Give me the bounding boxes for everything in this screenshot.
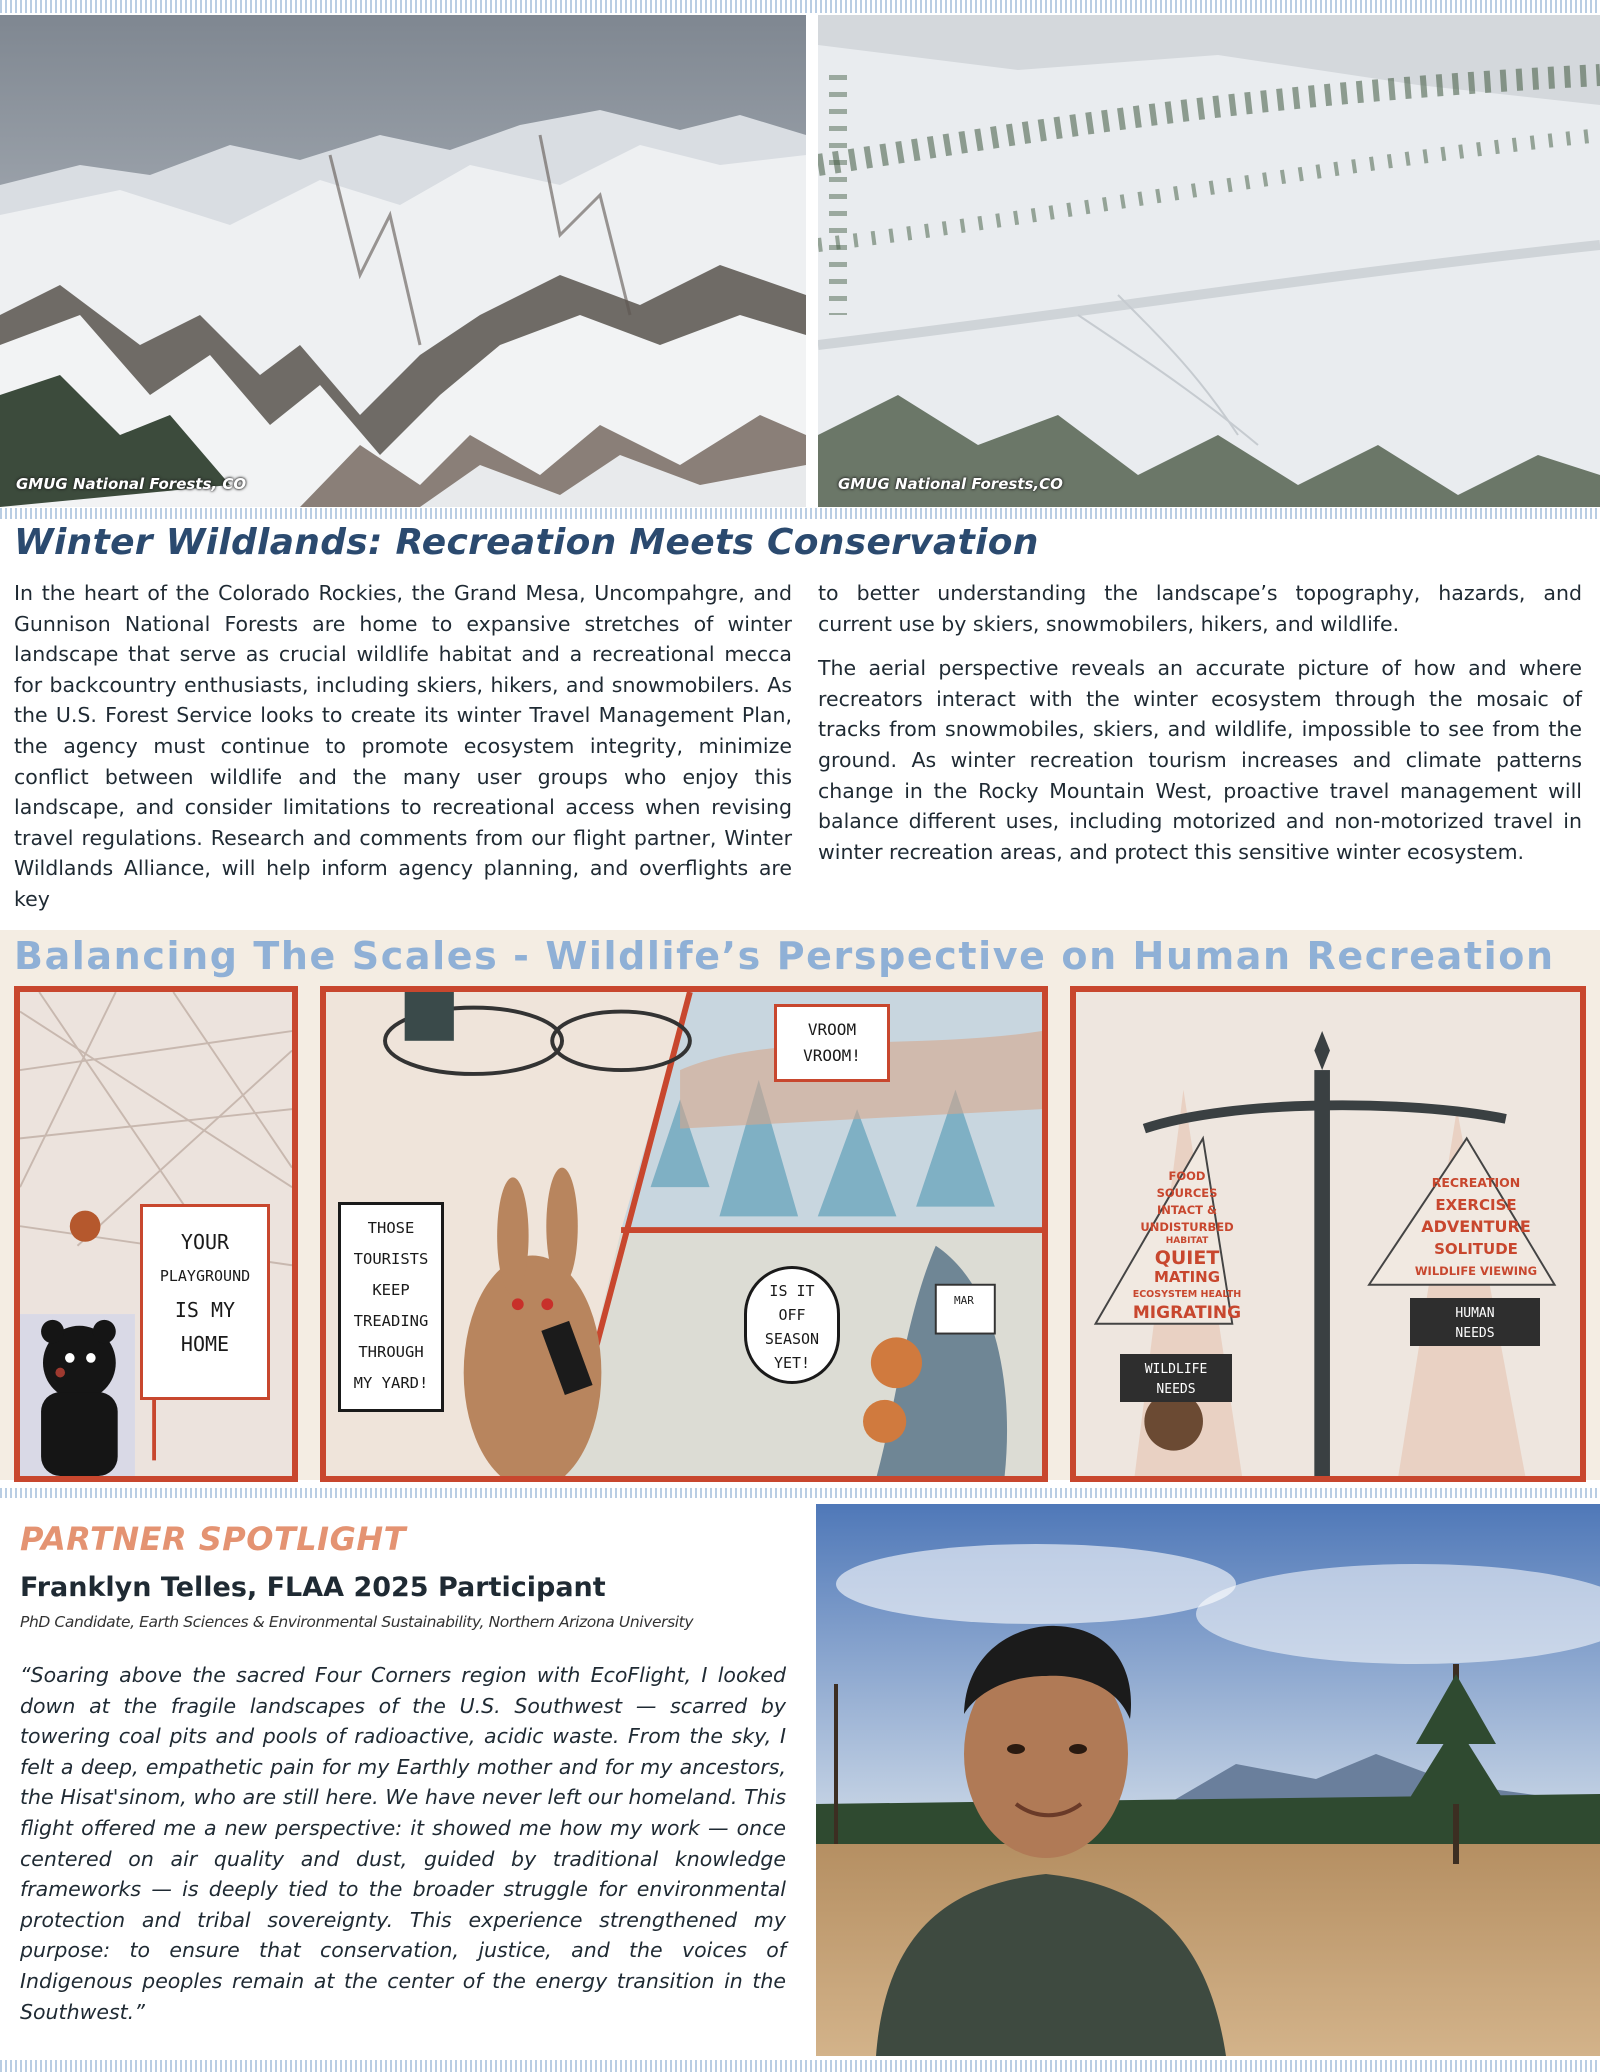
scale-word: MIGRATING <box>1132 1303 1242 1323</box>
partner-role: PhD Candidate, Earth Sciences & Environmental Sustainability, Northern Arizona University <box>20 1613 694 1631</box>
scale-word: ECOSYSTEM HEALTH <box>1132 1289 1242 1300</box>
calendar-label: MAR <box>954 1294 974 1307</box>
scale-word: INTACT & <box>1156 1203 1218 1217</box>
scale-right-words <box>1396 1172 1556 1282</box>
comic-panel-bear <box>14 986 298 1482</box>
scale-word: SOURCES <box>1156 1186 1218 1200</box>
bubble-line: VROOM! <box>803 1046 861 1065</box>
article-paragraph: In the heart of the Colorado Rockies, the Grand Mesa, Uncompahgre, and Gunnison National Forests are home to expansive stretches of winter landscape that serve as crucial wildlife habitat and a recreational mecca for backcountry enthusiasts, including skiers, hikers, and snowmobilers. As the U.S. Forest Service looks to create its winter Travel Management Plan, the agency must continue to promote ecosystem integrity, minimize conflict between wildlife and the many user groups who enjoy this landscape, and consider limitations to recreational access when revising travel regulations. Research and comments from our flight partner, Winter Wildlands Alliance, will help inform agency planning, and overflights are key <box>14 581 792 911</box>
comic-panel-rabbit <box>320 986 1048 1482</box>
comic-bubble-off-season <box>744 1266 840 1384</box>
label-line: HUMAN <box>1455 1306 1495 1321</box>
label-line: NEEDS <box>1455 1326 1495 1341</box>
bubble-line: YET! <box>773 1354 811 1372</box>
scale-word: EXERCISE <box>1435 1196 1517 1214</box>
sign-line: TREADING <box>353 1312 429 1330</box>
scale-word: MATING <box>1153 1268 1221 1286</box>
sign-line: IS MY <box>174 1298 236 1322</box>
partner-portrait-photo <box>816 1504 1600 2056</box>
scale-word: QUIET <box>1154 1247 1220 1269</box>
scale-word: ADVENTURE <box>1421 1217 1531 1236</box>
bubble-line: VROOM <box>807 1020 857 1039</box>
divider-stripe-1 <box>0 508 1600 519</box>
comic-panel-scales <box>1070 986 1586 1482</box>
photo-caption-left: GMUG National Forests, CO <box>16 475 247 493</box>
scale-word: UNDISTURBED <box>1140 1220 1234 1234</box>
article-title: Winter Wildlands: Recreation Meets Conservation <box>14 522 1039 563</box>
bubble-line: SEASON <box>764 1330 820 1348</box>
portrait-illustration <box>816 1504 1600 2056</box>
human-needs-label <box>1410 1298 1540 1346</box>
bubble-line: OFF <box>778 1306 806 1324</box>
sign-line: HOME <box>180 1332 230 1356</box>
comic-sign-playground <box>140 1204 270 1400</box>
sign-line: KEEP <box>372 1281 410 1299</box>
partner-spotlight-label: PARTNER SPOTLIGHT <box>20 1520 406 1558</box>
bottom-stripe <box>0 2060 1600 2072</box>
wildlife-needs-label <box>1120 1354 1232 1402</box>
mountain-illustration-left <box>0 15 806 507</box>
mountain-photo-left <box>0 15 806 507</box>
photo-caption-right: GMUG National Forests,CO <box>838 475 1063 493</box>
sign-line: THOSE <box>367 1219 415 1237</box>
article-column-right <box>818 578 1582 881</box>
sign-line: PLAYGROUND <box>159 1267 251 1285</box>
mountain-illustration-right <box>818 15 1600 507</box>
scale-word: WILDLIFE VIEWING <box>1414 1264 1538 1278</box>
label-line: WILDLIFE <box>1144 1362 1208 1377</box>
divider-stripe-2 <box>0 1488 1600 1498</box>
mountain-photo-right <box>818 15 1600 507</box>
scale-word: RECREATION <box>1431 1175 1521 1190</box>
top-stripe <box>0 0 1600 13</box>
scale-word: SOLITUDE <box>1434 1240 1518 1258</box>
sign-line: MY YARD! <box>353 1374 429 1392</box>
partner-name: Franklyn Telles, FLAA 2025 Participant <box>20 1572 606 1603</box>
sign-line: TOURISTS <box>353 1250 429 1268</box>
scale-word: HABITAT <box>1165 1236 1209 1246</box>
scale-left-words <box>1112 1168 1262 1323</box>
sign-line: THROUGH <box>358 1343 424 1361</box>
article-paragraph: to better understanding the landscape’s topography, hazards, and current use by skiers, snowmobilers, hikers, and wildlife. <box>818 581 1582 636</box>
partner-quote: “Soaring above the sacred Four Corners region with EcoFlight, I looked down at the fragile landscapes of the U.S. Southwest — scarred by towering coal pits and pools of radioactive, acidic waste. From the sky, I felt a deep, empathetic pain for my Earthly mother and for my ancestors, the Hisat'sinom, who are still here. We have never left our homeland. This flight offered me a new perspective: it showed me how my work — once centered on air quality and dust, guided by traditional knowledge frameworks — is deeply tied to the broader struggle for environmental protection and tribal sovereignty. This experience strengthened my purpose: to ensure that conservation, justice, and the voices of Indigenous peoples remain at the center of the energy transition in the Southwest.” <box>20 1663 786 2024</box>
scale-word: FOOD <box>1168 1169 1206 1183</box>
article-column-left <box>14 578 792 929</box>
comic-title: Balancing The Scales - Wildlife’s Perspective on Human Recreation <box>14 934 1555 978</box>
bubble-line: IS IT <box>769 1282 815 1300</box>
label-line: NEEDS <box>1156 1382 1196 1397</box>
comic-sign-tourists <box>338 1202 444 1412</box>
article-paragraph: The aerial perspective reveals an accurate picture of how and where recreators interact with the winter ecosystem through the mosaic of tracks from snowmobiles, skiers, and wildlife, impossible to see from the ground. As winter recreation tourism increases and climate patterns change in the Rocky Mountain West, proactive travel management will balance different uses, including motorized and non-motorized travel in winter recreation areas, and protect this sensitive winter ecosystem. <box>818 656 1582 864</box>
comic-bubble-vroom <box>774 1004 890 1082</box>
sign-line: YOUR <box>180 1230 230 1254</box>
